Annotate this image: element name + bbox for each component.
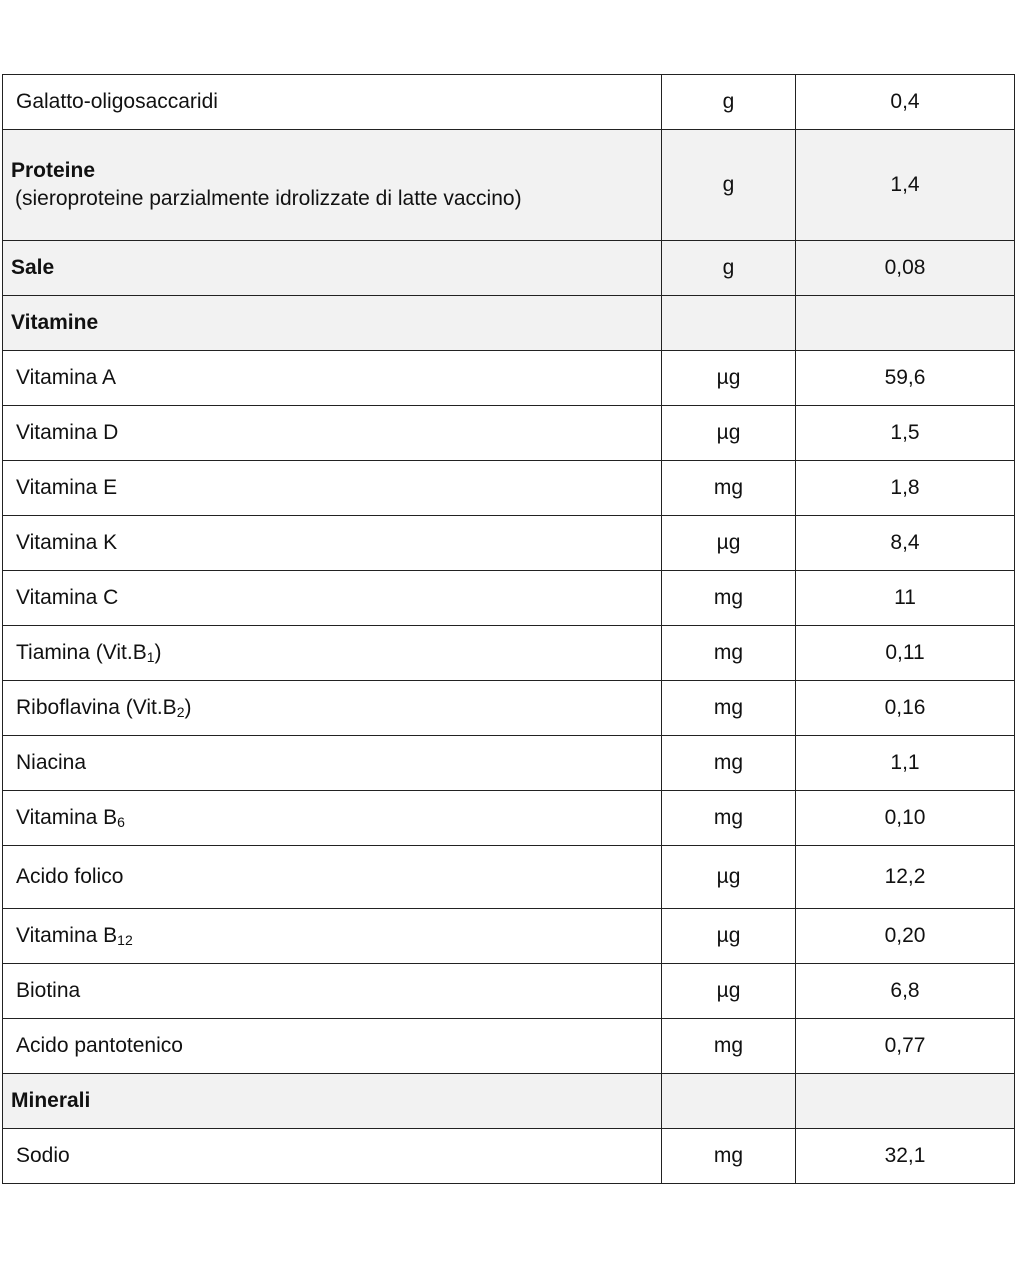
table-row — [3, 351, 1015, 406]
nutrient-value: 32,1 — [796, 1129, 1015, 1184]
table-row — [3, 241, 1015, 296]
nutrient-name-cell — [3, 130, 662, 241]
nutrient-unit: µg — [662, 964, 796, 1019]
nutrient-value: 0,20 — [796, 909, 1015, 964]
nutrient-unit — [662, 1074, 796, 1129]
table-row — [3, 516, 1015, 571]
nutrient-value: 8,4 — [796, 516, 1015, 571]
nutrient-unit: g — [662, 241, 796, 296]
nutrient-unit: mg — [662, 461, 796, 516]
nutrient-value — [796, 1074, 1015, 1129]
nutrient-unit: mg — [662, 626, 796, 681]
table-row — [3, 1129, 1015, 1184]
nutrient-name-cell — [3, 681, 662, 736]
nutrient-unit: mg — [662, 1019, 796, 1074]
nutrient-name-suffix: ) — [154, 641, 162, 664]
nutrient-name: Vitamina C — [3, 571, 662, 626]
nutrient-name: Vitamina B — [16, 924, 118, 947]
nutrient-name: Proteine — [11, 159, 96, 182]
nutrient-unit: mg — [662, 791, 796, 846]
nutrient-name-cell — [3, 909, 662, 964]
nutrient-value: 1,1 — [796, 736, 1015, 791]
nutrient-value: 1,5 — [796, 406, 1015, 461]
nutrient-name: Acido pantotenico — [3, 1019, 662, 1074]
table-row — [3, 736, 1015, 791]
nutrient-name: Vitamina E — [3, 461, 662, 516]
nutrient-name: Sodio — [3, 1129, 662, 1184]
nutrient-unit — [662, 296, 796, 351]
nutrient-unit: g — [662, 130, 796, 241]
table-row — [3, 130, 1015, 241]
section-title: Minerali — [3, 1074, 662, 1129]
section-header-row — [3, 296, 1015, 351]
nutrient-value: 0,08 — [796, 241, 1015, 296]
nutrient-value: 0,11 — [796, 626, 1015, 681]
table-row — [3, 791, 1015, 846]
subscript: 6 — [117, 814, 125, 830]
nutrient-unit: µg — [662, 516, 796, 571]
nutrient-value: 0,4 — [796, 75, 1015, 130]
nutrition-table — [2, 74, 1015, 1184]
table-row — [3, 406, 1015, 461]
nutrient-unit: mg — [662, 736, 796, 791]
nutrient-unit: mg — [662, 681, 796, 736]
nutrient-unit: g — [662, 75, 796, 130]
nutrient-unit: µg — [662, 909, 796, 964]
table-row — [3, 1019, 1015, 1074]
table-row — [3, 846, 1015, 909]
nutrient-unit: µg — [662, 406, 796, 461]
nutrient-value: 12,2 — [796, 846, 1015, 909]
nutrient-name: Vitamina A — [3, 351, 662, 406]
table-row — [3, 909, 1015, 964]
nutrient-name-suffix: ) — [184, 696, 192, 719]
subscript: 2 — [176, 704, 185, 720]
subscript: 12 — [117, 932, 133, 948]
nutrient-unit: mg — [662, 1129, 796, 1184]
nutrient-name: Vitamina B — [16, 806, 118, 829]
nutrient-value: 1,4 — [796, 130, 1015, 241]
nutrient-name-cell — [3, 626, 662, 681]
nutrient-value: 59,6 — [796, 351, 1015, 406]
nutrient-value: 11 — [796, 571, 1015, 626]
nutrient-note: (sieroproteine parzialmente idrolizzate di latte vaccino) — [15, 187, 522, 210]
nutrient-name: Biotina — [3, 964, 662, 1019]
nutrient-name: Niacina — [3, 736, 662, 791]
section-title: Vitamine — [3, 296, 662, 351]
section-header-row — [3, 1074, 1015, 1129]
nutrient-name: Vitamina K — [3, 516, 662, 571]
nutrient-value: 6,8 — [796, 964, 1015, 1019]
table-row — [3, 75, 1015, 130]
table-row — [3, 626, 1015, 681]
table-row — [3, 964, 1015, 1019]
nutrient-name: Tiamina (Vit.B — [16, 641, 147, 664]
table-row — [3, 681, 1015, 736]
nutrient-unit: µg — [662, 351, 796, 406]
nutrient-unit: µg — [662, 846, 796, 909]
subscript: 1 — [146, 649, 155, 665]
table-row — [3, 571, 1015, 626]
nutrient-value: 1,8 — [796, 461, 1015, 516]
nutrient-name: Sale — [3, 241, 662, 296]
nutrient-name: Galatto-oligosaccaridi — [3, 75, 662, 130]
nutrient-value: 0,16 — [796, 681, 1015, 736]
nutrient-value: 0,10 — [796, 791, 1015, 846]
nutrient-value — [796, 296, 1015, 351]
nutrient-name: Riboflavina (Vit.B — [16, 696, 177, 719]
nutrient-value: 0,77 — [796, 1019, 1015, 1074]
table-row — [3, 461, 1015, 516]
nutrient-name: Vitamina D — [3, 406, 662, 461]
nutrient-name-cell — [3, 791, 662, 846]
nutrient-name: Acido folico — [3, 846, 662, 909]
nutrient-unit: mg — [662, 571, 796, 626]
